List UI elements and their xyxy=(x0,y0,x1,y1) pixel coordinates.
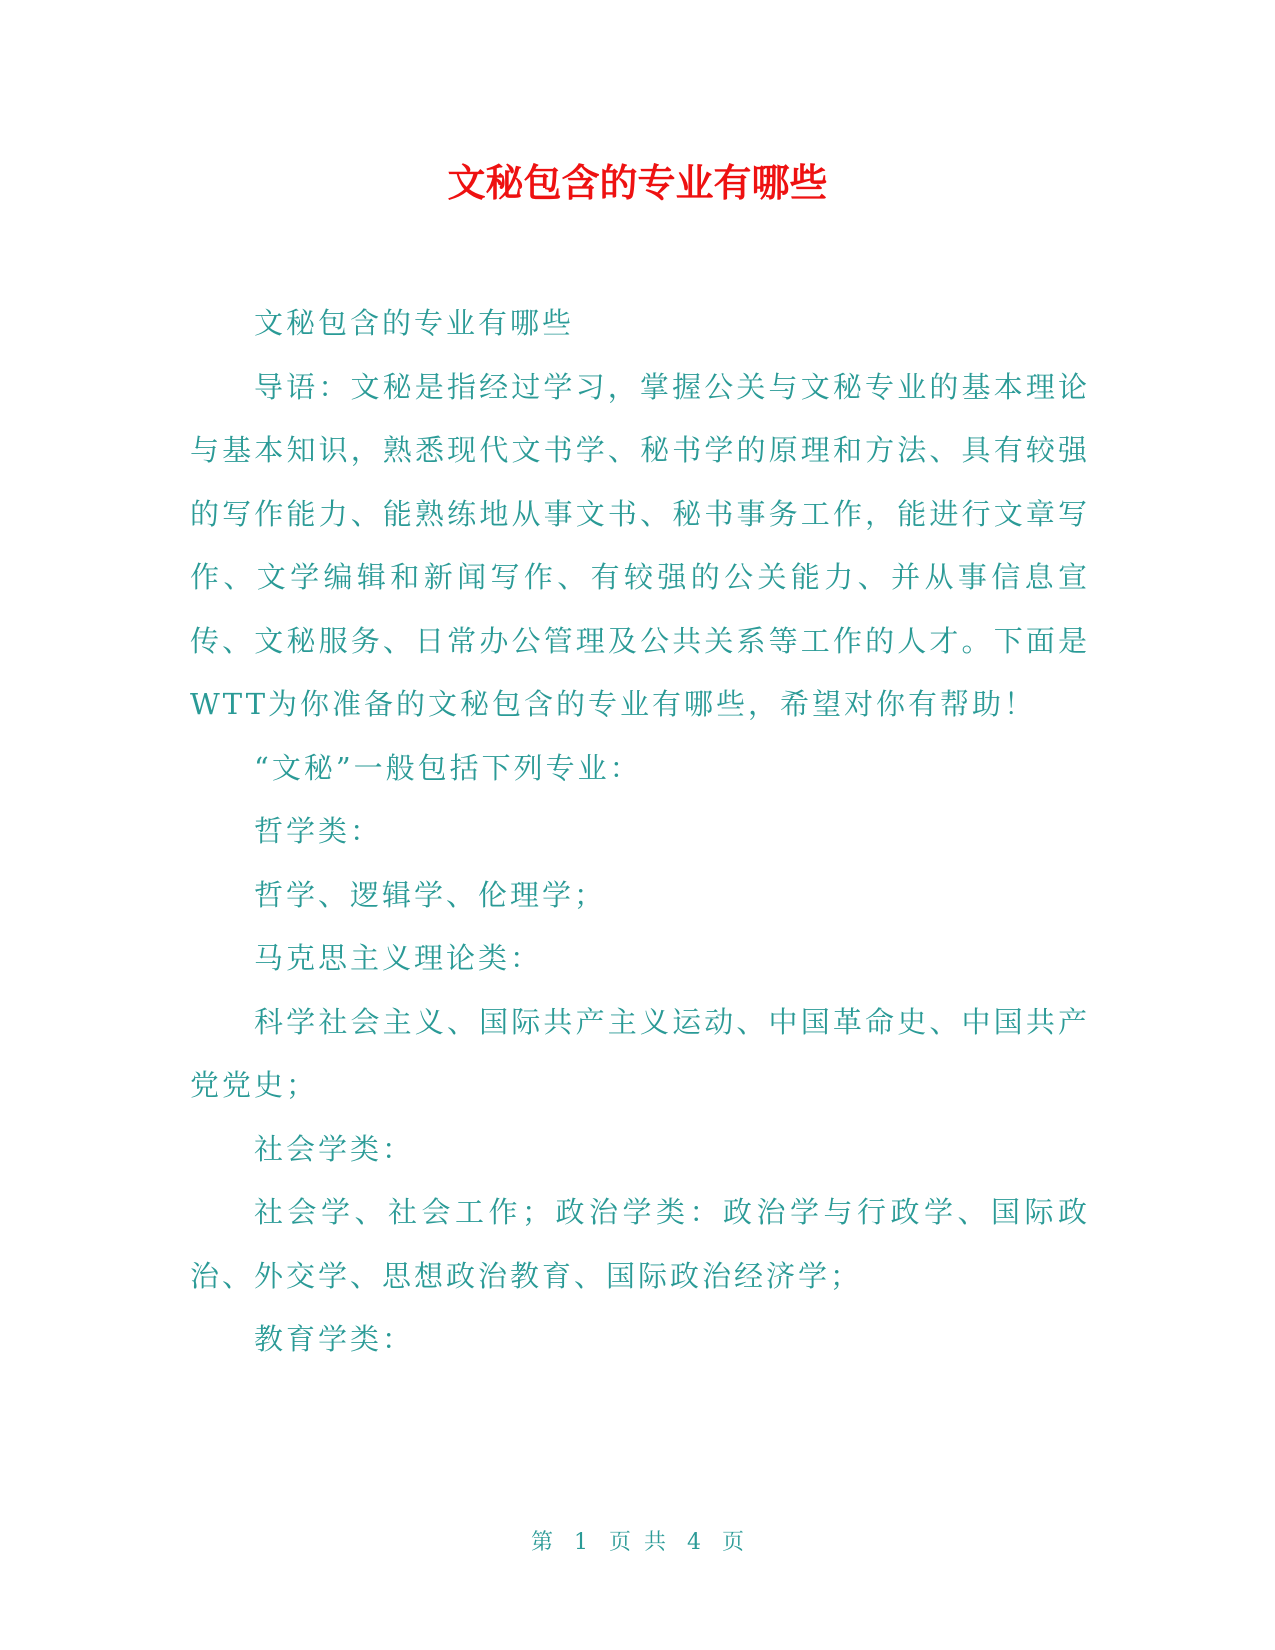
paragraph-categories-intro: “文秘”一般包括下列专业： xyxy=(254,750,642,785)
footer-page-number: 1 xyxy=(574,1530,588,1555)
document-title: 文秘包含的专业有哪些 xyxy=(447,161,828,205)
paragraph-intro: 导语：文秘是指经过学习，掌握公关与文秘专业的基本理论与基本知识，熟悉现代文书学、秘书学的原理和方法、具有较强的写作能力、能熟练地从事文书、秘书事务工作，能进行文章写作、文学编辑和新闻写作、有较强的公关能力、并从事信息宣传、文秘服务、日常办公管理及公共关系等工作的人才。下面是WTT为你准备的文秘包含的专业有哪些，希望对你有帮助！ xyxy=(190,369,1090,721)
footer-total-pages: 4 xyxy=(687,1530,701,1555)
footer-prefix: 第 xyxy=(530,1530,553,1555)
footer-middle: 页 共 xyxy=(609,1530,666,1555)
paragraph-subtitle: 文秘包含的专业有哪些 xyxy=(254,306,575,340)
paragraph-education-heading: 教育学类： xyxy=(254,1322,415,1356)
paragraph-marxism-list: 科学社会主义、国际共产主义运动、中国革命史、中国共产党党史； xyxy=(190,1004,1090,1102)
paragraph-sociology-list: 社会学、社会工作；政治学类：政治学与行政学、国际政治、外交学、思想政治教育、国际政治经济学； xyxy=(190,1195,1090,1293)
document-body xyxy=(190,292,1090,1372)
paragraph-philosophy-list: 哲学、逻辑学、伦理学； xyxy=(254,877,607,912)
paragraph-philosophy-heading: 哲学类： xyxy=(254,814,383,848)
page-footer xyxy=(0,1528,1275,1558)
footer-suffix: 页 xyxy=(722,1530,745,1555)
paragraph-marxism-heading: 马克思主义理论类： xyxy=(254,941,543,975)
paragraph-sociology-heading: 社会学类： xyxy=(254,1131,415,1166)
